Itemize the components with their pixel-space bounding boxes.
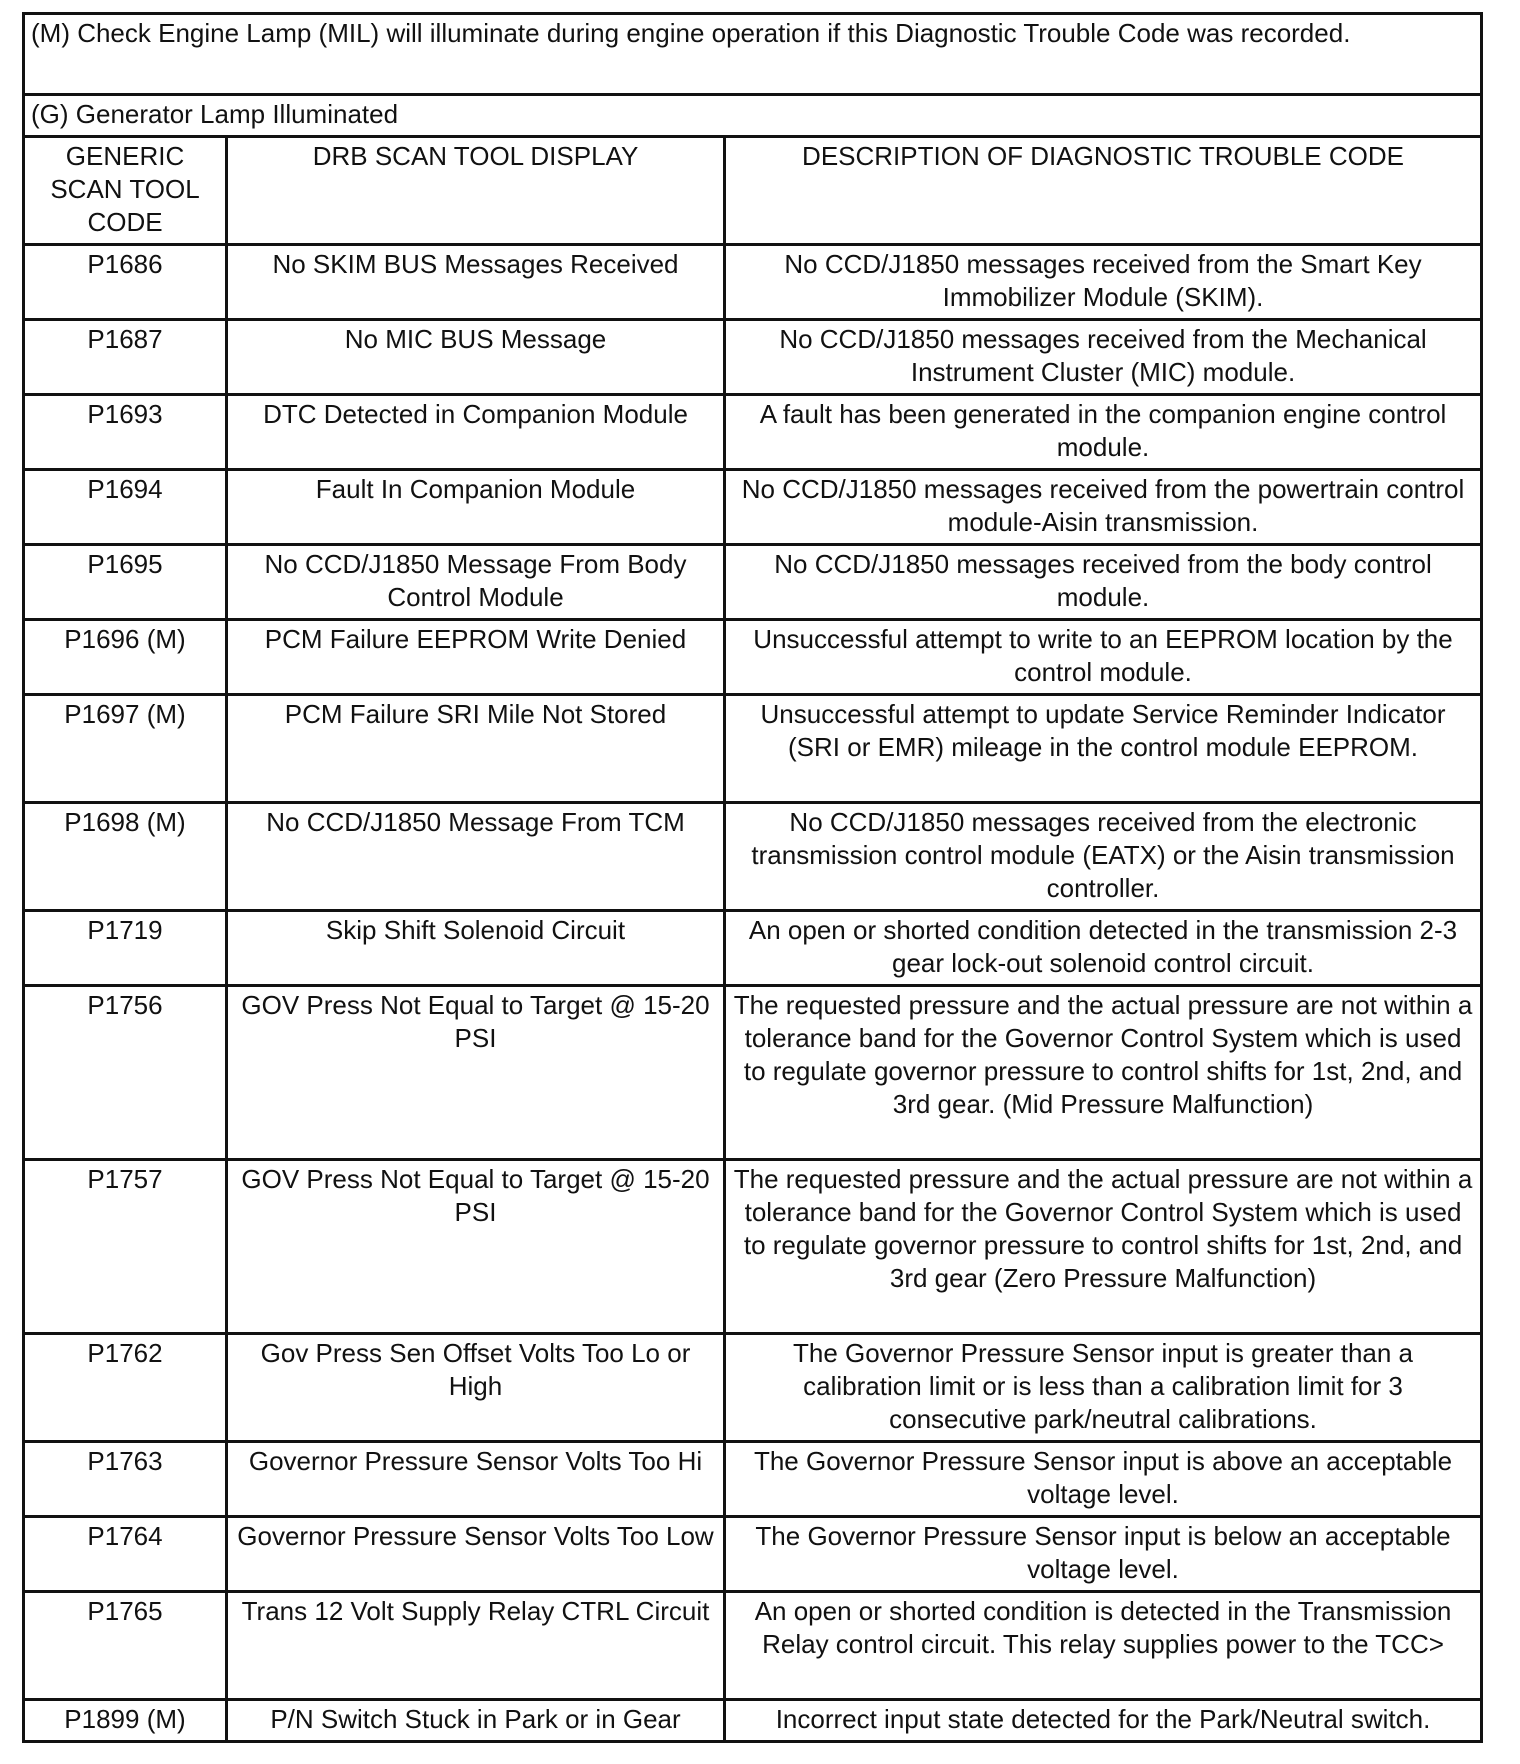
header-generic-code xyxy=(24,137,227,245)
dtc-code-cell: P1695 xyxy=(24,545,227,620)
dtc-description-cell: Unsuccessful attempt to update Service Reminder Indicator (SRI or EMR) mileage in the control module EEPROM. xyxy=(725,695,1482,803)
drb-display-cell: Governor Pressure Sensor Volts Too Low xyxy=(227,1517,725,1592)
table-row xyxy=(24,695,1482,803)
dtc-code-cell: P1899 (M) xyxy=(24,1700,227,1742)
table-row xyxy=(24,470,1482,545)
drb-display-cell: Trans 12 Volt Supply Relay CTRL Circuit xyxy=(227,1592,725,1700)
drb-display-cell: DTC Detected in Companion Module xyxy=(227,395,725,470)
dtc-code-cell: P1697 (M) xyxy=(24,695,227,803)
dtc-code-cell: P1693 xyxy=(24,395,227,470)
table-row xyxy=(24,1442,1482,1517)
dtc-description-cell: The requested pressure and the actual pressure are not within a tolerance band for the Governor Control System which is used to regulate governor pressure to control shifts for 1st, 2nd, and 3rd gear (Zero Pressure Malfunction) xyxy=(725,1160,1482,1334)
mil-note: (M) Check Engine Lamp (MIL) will illuminate during engine operation if this Diagnostic Trouble Code was recorded. xyxy=(24,14,1482,95)
table-row xyxy=(24,545,1482,620)
dtc-code-cell: P1756 xyxy=(24,986,227,1160)
dtc-code-cell: P1694 xyxy=(24,470,227,545)
dtc-code-cell: P1696 (M) xyxy=(24,620,227,695)
table-row xyxy=(24,320,1482,395)
table-row xyxy=(24,395,1482,470)
dtc-description-cell: The requested pressure and the actual pressure are not within a tolerance band for the Governor Control System which is used to regulate governor pressure to control shifts for 1st, 2nd, and 3rd gear. (Mid Pressure Malfunction) xyxy=(725,986,1482,1160)
dtc-description-cell: A fault has been generated in the companion engine control module. xyxy=(725,395,1482,470)
drb-display-cell: Fault In Companion Module xyxy=(227,470,725,545)
table-row xyxy=(24,911,1482,986)
drb-display-cell: No SKIM BUS Messages Received xyxy=(227,245,725,320)
dtc-description-cell: Incorrect input state detected for the Park/Neutral switch. xyxy=(725,1700,1482,1742)
dtc-table xyxy=(22,12,1483,1743)
drb-display-cell: No CCD/J1850 Message From Body Control Module xyxy=(227,545,725,620)
drb-display-cell: GOV Press Not Equal to Target @ 15-20 PSI xyxy=(227,1160,725,1334)
header-description xyxy=(725,137,1482,245)
header-drb-display xyxy=(227,137,725,245)
note-row-mil xyxy=(24,14,1482,95)
drb-display-cell: Gov Press Sen Offset Volts Too Lo or High xyxy=(227,1334,725,1442)
table-row xyxy=(24,245,1482,320)
drb-display-cell: PCM Failure EEPROM Write Denied xyxy=(227,620,725,695)
dtc-description-cell: No CCD/J1850 messages received from the electronic transmission control module (EATX) or the Aisin transmission controller. xyxy=(725,803,1482,911)
drb-display-cell: P/N Switch Stuck in Park or in Gear xyxy=(227,1700,725,1742)
table-row xyxy=(24,1160,1482,1334)
dtc-code-cell: P1719 xyxy=(24,911,227,986)
dtc-description-cell: The Governor Pressure Sensor input is greater than a calibration limit or is less than a calibration limit for 3 consecutive park/neutral calibrations. xyxy=(725,1334,1482,1442)
drb-display-cell: No MIC BUS Message xyxy=(227,320,725,395)
generator-note: (G) Generator Lamp Illuminated xyxy=(24,95,1482,137)
dtc-code-cell: P1698 (M) xyxy=(24,803,227,911)
drb-display-cell: Governor Pressure Sensor Volts Too Hi xyxy=(227,1442,725,1517)
dtc-code-cell: P1765 xyxy=(24,1592,227,1700)
header-description-text: DESCRIPTION OF DIAGNOSTIC TROUBLE CODE xyxy=(802,141,1404,171)
table-row xyxy=(24,986,1482,1160)
table-row xyxy=(24,1517,1482,1592)
dtc-description-cell: No CCD/J1850 messages received from the Smart Key Immobilizer Module (SKIM). xyxy=(725,245,1482,320)
drb-display-cell: No CCD/J1850 Message From TCM xyxy=(227,803,725,911)
dtc-code-cell: P1762 xyxy=(24,1334,227,1442)
dtc-code-cell: P1763 xyxy=(24,1442,227,1517)
dtc-code-cell: P1686 xyxy=(24,245,227,320)
header-generic-code-text: GENERIC SCAN TOOL CODE xyxy=(50,141,200,237)
table-row xyxy=(24,1334,1482,1442)
dtc-description-cell: The Governor Pressure Sensor input is below an acceptable voltage level. xyxy=(725,1517,1482,1592)
dtc-document xyxy=(22,12,1480,1743)
table-row xyxy=(24,803,1482,911)
table-row xyxy=(24,620,1482,695)
header-drb-display-text: DRB SCAN TOOL DISPLAY xyxy=(312,141,639,171)
dtc-description-cell: The Governor Pressure Sensor input is above an acceptable voltage level. xyxy=(725,1442,1482,1517)
drb-display-cell: Skip Shift Solenoid Circuit xyxy=(227,911,725,986)
dtc-description-cell: No CCD/J1850 messages received from the body control module. xyxy=(725,545,1482,620)
drb-display-cell: PCM Failure SRI Mile Not Stored xyxy=(227,695,725,803)
dtc-code-cell: P1757 xyxy=(24,1160,227,1334)
dtc-description-cell: An open or shorted condition is detected in the Transmission Relay control circuit. This relay supplies power to the TCC> xyxy=(725,1592,1482,1700)
note-row-generator xyxy=(24,95,1482,137)
drb-display-cell: GOV Press Not Equal to Target @ 15-20 PSI xyxy=(227,986,725,1160)
dtc-description-cell: No CCD/J1850 messages received from the Mechanical Instrument Cluster (MIC) module. xyxy=(725,320,1482,395)
dtc-code-cell: P1764 xyxy=(24,1517,227,1592)
header-row xyxy=(24,137,1482,245)
table-row xyxy=(24,1700,1482,1742)
table-row xyxy=(24,1592,1482,1700)
dtc-description-cell: Unsuccessful attempt to write to an EEPROM location by the control module. xyxy=(725,620,1482,695)
dtc-description-cell: No CCD/J1850 messages received from the powertrain control module-Aisin transmission. xyxy=(725,470,1482,545)
dtc-code-cell: P1687 xyxy=(24,320,227,395)
dtc-description-cell: An open or shorted condition detected in the transmission 2-3 gear lock-out solenoid control circuit. xyxy=(725,911,1482,986)
